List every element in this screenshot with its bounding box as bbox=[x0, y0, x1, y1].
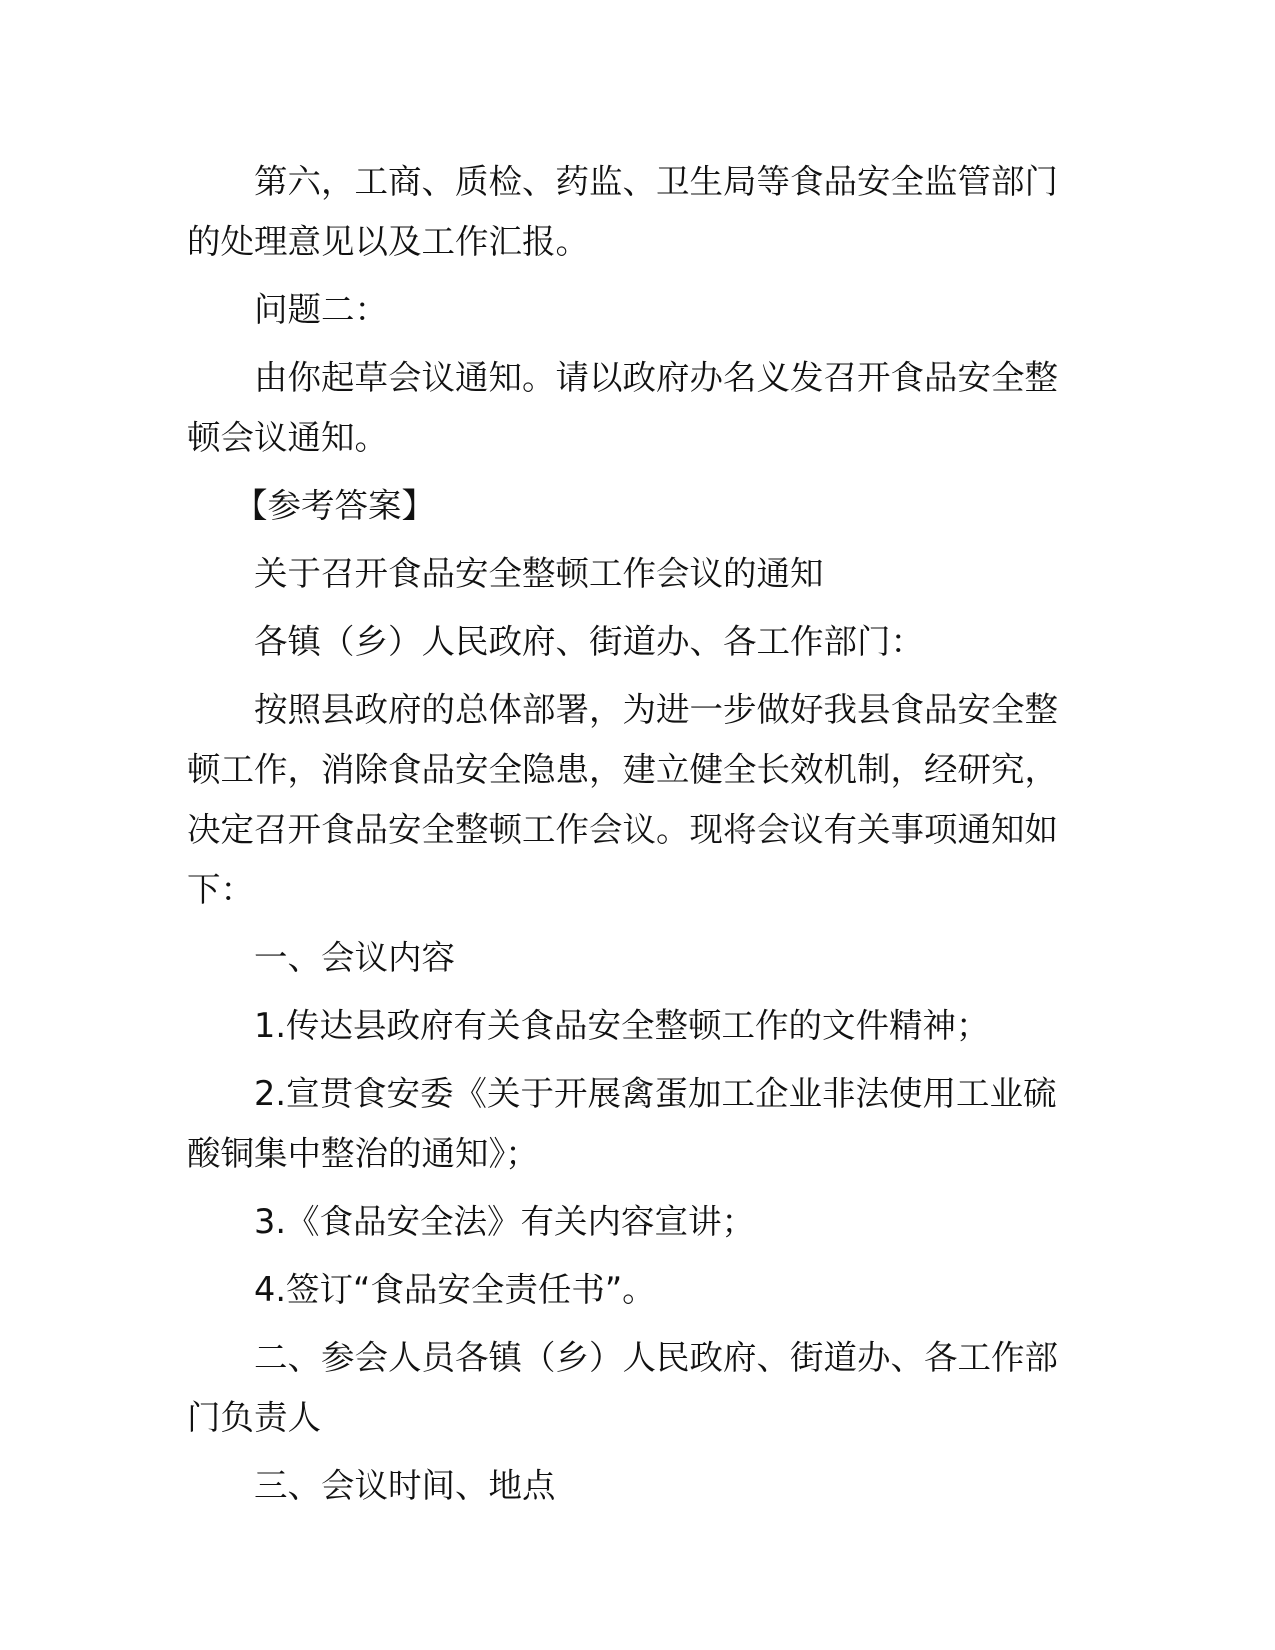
content-item-1: 1.传达县政府有关食品安全整顿工作的文件精神； bbox=[254, 1006, 990, 1045]
content-item-3: 3.《食品安全法》有关内容宣讲； bbox=[254, 1202, 755, 1241]
content-item-4: 4.签订“食品安全责任书”。 bbox=[254, 1270, 656, 1309]
paragraph-regulators-report: 第六，工商、质检、药监、卫生局等食品安全监管部门的处理意见以及工作汇报。 bbox=[187, 162, 1058, 261]
section-heading-content: 一、会议内容 bbox=[254, 938, 455, 977]
notice-recipients: 各镇（乡）人民政府、街道办、各工作部门： bbox=[254, 622, 924, 661]
section-heading-attendees: 二、参会人员各镇（乡）人民政府、街道办、各工作部门负责人 bbox=[187, 1338, 1058, 1437]
paragraph-question-two: 问题二： bbox=[254, 290, 388, 329]
paragraph-reference-answer: 【参考答案】 bbox=[234, 486, 435, 525]
notice-title: 关于召开食品安全整顿工作会议的通知 bbox=[254, 554, 824, 593]
section-heading-time-place: 三、会议时间、地点 bbox=[254, 1466, 556, 1505]
notice-intro: 按照县政府的总体部署，为进一步做好我县食品安全整顿工作，消除食品安全隐患，建立健全长效机制，经研究，决定召开食品安全整顿工作会议。现将会议有关事项通知如下： bbox=[187, 690, 1058, 909]
paragraph-question-prompt: 由你起草会议通知。请以政府办名义发召开食品安全整顿会议通知。 bbox=[187, 358, 1058, 457]
document-body bbox=[187, 152, 1087, 1524]
content-item-2: 2.宣贯食安委《关于开展禽蛋加工企业非法使用工业硫酸铜集中整治的通知》； bbox=[187, 1074, 1057, 1173]
